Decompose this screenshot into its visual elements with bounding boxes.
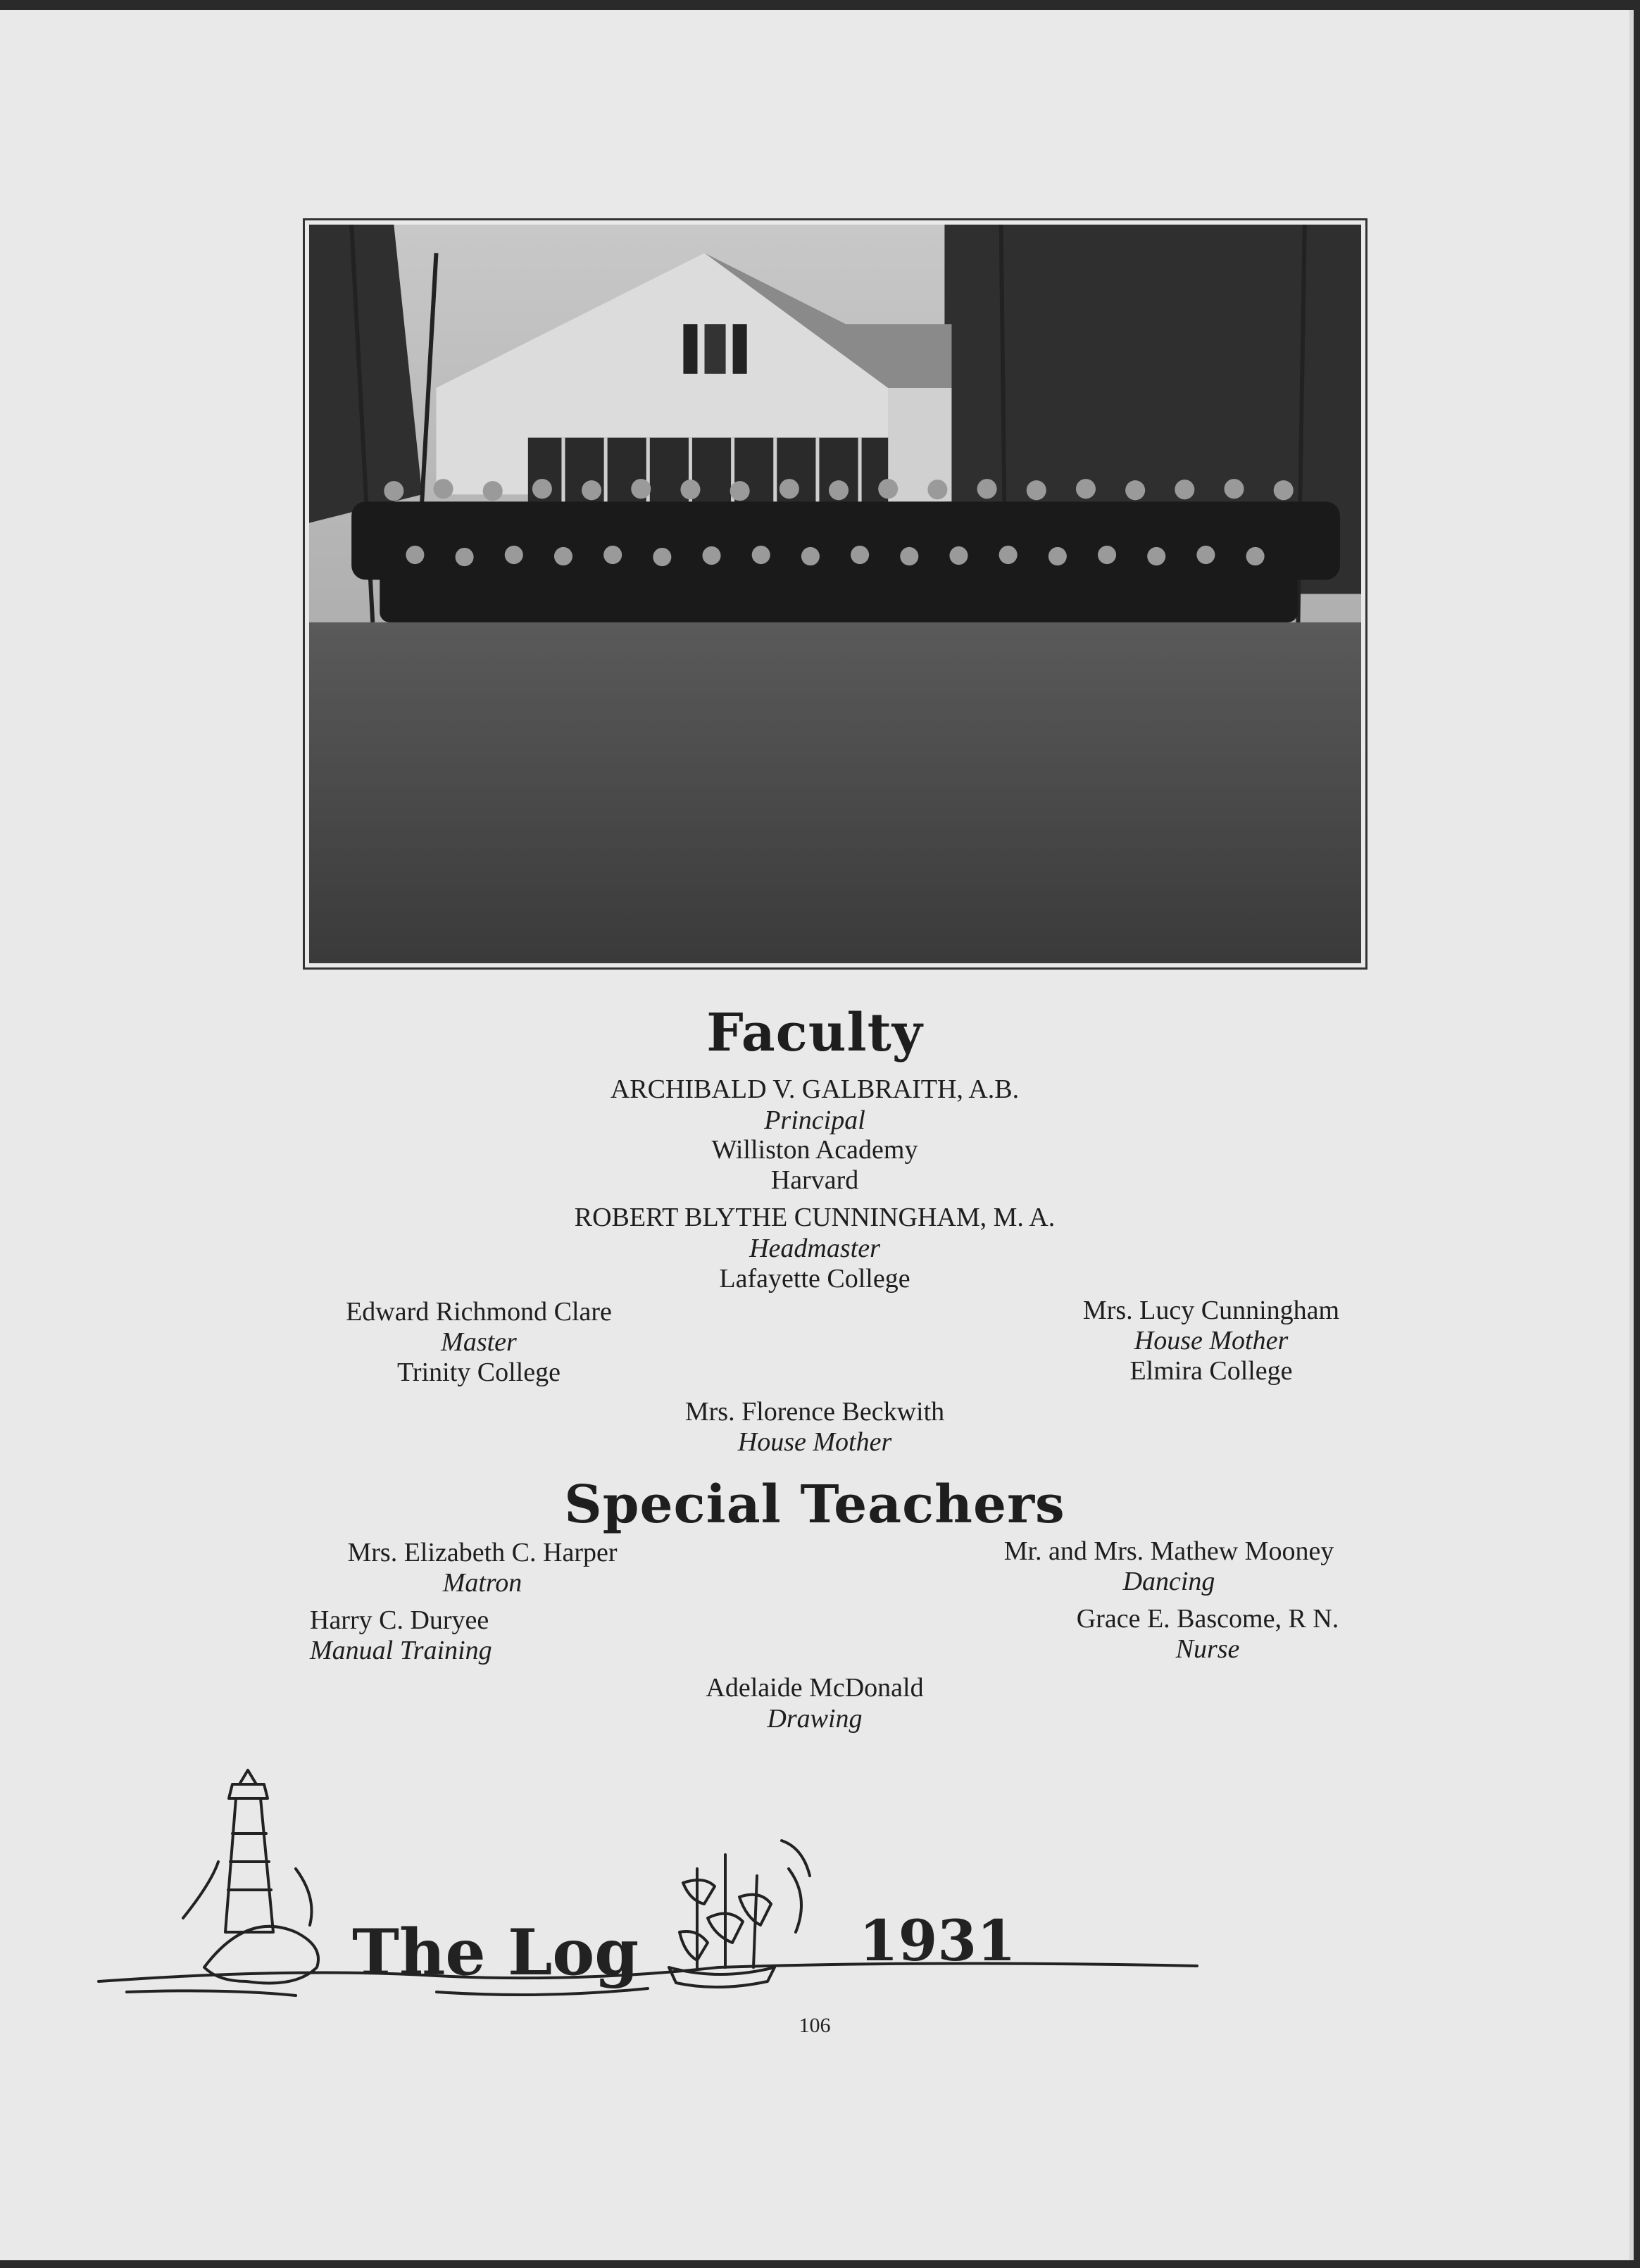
lighthouse-icon xyxy=(225,1770,273,1932)
faculty-left-school: Trinity College xyxy=(397,1358,561,1387)
principal-name: ARCHIBALD V. GALBRAITH, A.B. xyxy=(610,1075,1020,1104)
special-left-2-role: Manual Training xyxy=(310,1636,492,1665)
special-left-1-role: Matron xyxy=(442,1568,522,1598)
special-center-role: Drawing xyxy=(767,1704,863,1734)
faculty-right-name: Mrs. Lucy Cunningham xyxy=(1082,1296,1340,1325)
special-left-1 xyxy=(310,1538,655,1598)
special-center-name: Adelaide McDonald xyxy=(706,1673,924,1703)
headmaster-school: Lafayette College xyxy=(719,1264,910,1293)
faculty-left-role: Master xyxy=(441,1327,517,1357)
special-right-1 xyxy=(965,1536,1373,1597)
faculty-right-school: Elmira College xyxy=(1129,1356,1293,1386)
faculty-left-name: Edward Richmond Clare xyxy=(346,1297,612,1327)
special-left-1-name: Mrs. Elizabeth C. Harper xyxy=(347,1538,618,1567)
headmaster-role: Headmaster xyxy=(749,1234,880,1263)
headmaster-name: ROBERT BLYTHE CUNNINGHAM, M. A. xyxy=(574,1203,1056,1232)
special-teachers-heading: Special Teachers xyxy=(564,1474,1065,1535)
special-right-2-role: Nurse xyxy=(1175,1634,1240,1664)
footer-illustration xyxy=(84,1756,1211,2038)
special-left-2-name: Harry C. Duryee xyxy=(310,1605,489,1635)
page xyxy=(0,10,1634,2260)
footer-year: 1931 xyxy=(859,1907,1016,1974)
faculty-left-block xyxy=(310,1297,648,1388)
group-photo-frame xyxy=(303,218,1367,970)
faculty-center-name: Mrs. Florence Beckwith xyxy=(684,1397,945,1427)
principal-school-1: Williston Academy xyxy=(711,1135,918,1165)
group-photo xyxy=(309,225,1361,963)
faculty-right-role: House Mother xyxy=(1134,1326,1289,1355)
special-right-2 xyxy=(1042,1604,1373,1665)
special-right-2-name: Grace E. Bascome, R N. xyxy=(1076,1604,1339,1634)
faculty-right-block xyxy=(1042,1296,1380,1386)
faculty-heading: Faculty xyxy=(706,1003,923,1063)
special-right-1-role: Dancing xyxy=(1122,1567,1215,1596)
special-left-2 xyxy=(310,1605,591,1666)
principal-school-2: Harvard xyxy=(770,1165,859,1195)
page-number: 106 xyxy=(799,2014,831,2037)
footer-logo-text: The Log xyxy=(352,1915,639,1990)
special-right-1-name: Mr. and Mrs. Mathew Mooney xyxy=(1003,1536,1334,1566)
principal-role: Principal xyxy=(764,1105,865,1135)
faculty-center-role: House Mother xyxy=(737,1427,892,1457)
